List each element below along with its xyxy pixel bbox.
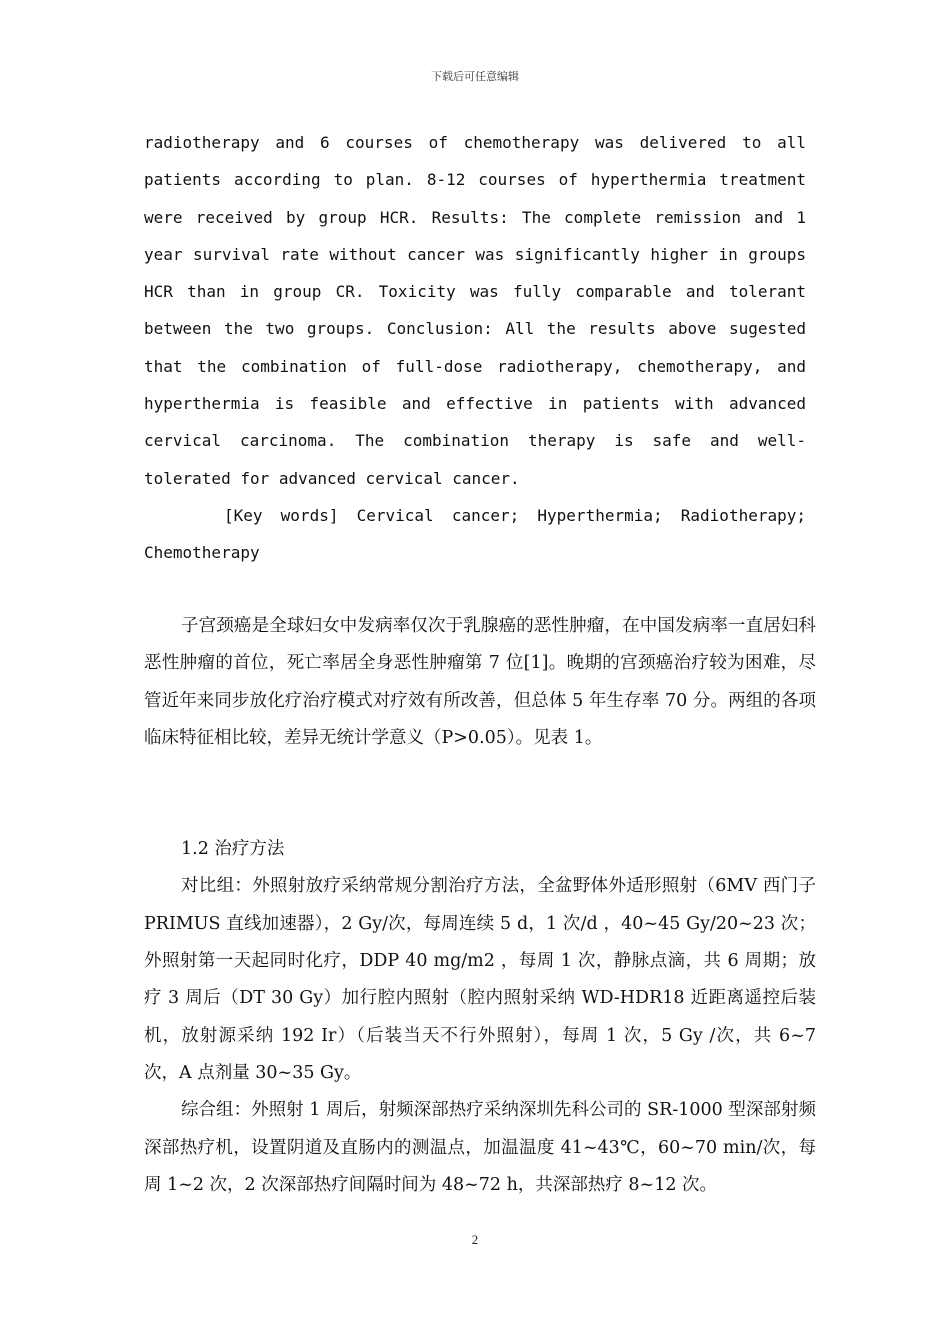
chinese-body: [144, 608, 816, 1204]
paragraph-gap: [144, 757, 816, 794]
page-header: 下载后可任意编辑: [431, 70, 519, 83]
combined-group-paragraph: 综合组：外照射 1 周后，射频深部热疗采纳深圳先科公司的 SR-1000 型深部射频深部热疗机，设置阴道及直肠内的测温点，加温温度 41~43℃，60~70 min/次，每周 1~2 次，2 次深部热疗间隔时间为 48~72 h，共深部热疗 8~12 次。: [144, 1100, 816, 1195]
abstract-body: radiotherapy and 6 courses of chemotherapy was delivered to all patients according to plan. 8-12 courses of hyperthermia treatment were received by group HCR. Results: The complete remission and 1 year survival rate without cancer was significantly higher in groups HCR than in group CR. Toxicity was fully comparable and tolerant between the two groups. Conclusion: All the results above sugested that the combination of full-dose radiotherapy, chemotherapy, and hyperthermia is feasible and effective in patients with advanced cervical carcinoma. The combination therapy is safe and well-tolerated for advanced cervical cancer.: [144, 133, 806, 488]
paragraph-gap: [144, 794, 816, 831]
keywords-line: [Key words] Cervical cancer; Hyperthermia; Radiotherapy; Chemotherapy: [144, 505, 806, 563]
control-group-paragraph: 对比组：外照射放疗采纳常规分割治疗方法，全盆野体外适形照射（6MV 西门子 PRIMUS 直线加速器），2 Gy/次，每周连续 5 d，1 次/d ，40~45 Gy/20~23 次；外照射第一天起同时化疗，DDP 40 mg/m2 ，每周 1 次，静脉点滴，共 6 周期；放疗 3 周后（DT 30 Gy）加行腔内照射（腔内照射采纳 WD-HDR18 近距离遥控后装机，放射源采纳 192 Ir）（后装当天不行外照射），每周 1 次，5 Gy /次，共 6~7 次，A 点剂量 30~35 Gy。: [144, 876, 816, 1083]
intro-paragraph: 子宫颈癌是全球妇女中发病率仅次于乳腺癌的恶性肿瘤，在中国发病率一直居妇科恶性肿瘤的首位，死亡率居全身恶性肿瘤第 7 位[1]。晚期的宫颈癌治疗较为困难，尽管近年来同步放化疗治疗模式对疗效有所改善，但总体 5 年生存率 70 分。两组的各项临床特征相比较，差异无统计学意义（P>0.05）。见表 1。: [144, 616, 816, 748]
section-heading: 1.2 治疗方法: [181, 839, 285, 860]
page-number: 2: [471, 1232, 479, 1247]
abstract-english: [144, 124, 806, 572]
